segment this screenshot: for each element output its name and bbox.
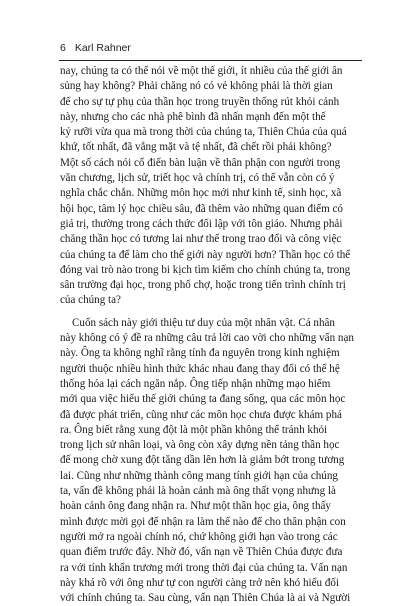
text-line: Cuốn sách này giới thiệu tư duy của một nhân vật. Cá nhân — [72, 316, 335, 329]
text-line: với chính chúng ta. Sau cùng, vấn nạn Thiên Chúa là ai và Người — [60, 592, 351, 605]
text-line: này không có ý đề ra những câu trả lời cao vời cho những vấn nạn — [60, 332, 354, 345]
text-line: người mở ra ngoài chính nó, chứ không giới hạn vào trong các — [60, 530, 338, 543]
text-line: của chúng ta để làm cho thế giới này người hơn? Thần học có thể — [60, 248, 351, 261]
text-line: sủng hay không? Phải chăng nó có vẻ không phải là thời gian — [60, 80, 333, 93]
text-line: hội học, tâm lý học chiều sâu, đã thêm vào những quan điểm có — [60, 202, 343, 215]
text-line: lai. Cũng như những thành công mang tính giới hạn của chúng — [60, 469, 338, 482]
page-number: 6 — [60, 42, 66, 54]
text-line: mình được mời gọi để nhận ra làm thế nào để cho thân phận con — [60, 515, 346, 528]
text-line: hoàn cảnh ông đang nhận ra. Như một thần học gia, ông thấy — [60, 500, 331, 513]
text-line: khứ, tốt nhất, đã vắng mặt và tệ nhất, đã chết rồi phải không? — [60, 141, 332, 154]
text-line: người thuộc nhiều hình thức khác nhau đang thay đổi có thể hệ — [60, 362, 340, 375]
text-line: ra. Ông biết rằng xung đột là một phần không thể tránh khỏi — [60, 423, 328, 436]
text-line: này khá rõ với ông như tự con người càng trở nên khó hiểu đối — [60, 576, 340, 589]
text-line: nay, chúng ta có thể nói về một thế giới, ít nhiều của thế giới ân — [60, 65, 343, 77]
text-line: Một số cách nói cổ điển bàn luận về thân phận con người trong — [60, 156, 341, 169]
text-line: này, nhưng cho các nhà phê bình đã nhấn mạnh đến một thế — [60, 110, 326, 123]
paragraph-gap — [60, 309, 362, 316]
text-line: trong lịch sử nhân loại, và ông còn xây dựng nền tảng thần học — [60, 439, 340, 452]
text-line: kỷ rưỡi vừa qua mà trong thời của chúng ta, Thiên Chúa của quá — [60, 126, 347, 139]
running-header — [60, 42, 131, 54]
text-line: để mong chờ xung đột tăng dần lên hơn là giảm bớt trong tương — [60, 454, 345, 467]
text-line: để cho sự tự phụ của thần học trong truyền thống rút khỏi cảnh — [60, 95, 340, 108]
text-line: ta, vấn đề không phải là hoàn cảnh mà ông thất vọng nhưng là — [60, 485, 336, 498]
text-line: đóng vai trò nào trong bi kịch tìm kiếm cho chính chúng ta, trong — [60, 263, 351, 276]
body-text — [60, 64, 362, 606]
text-line: văn chương, lịch sử, triết học và chính trị, có thể vẫn còn có ý — [60, 172, 335, 185]
text-line: thống hóa lại cách ngăn nắp. Ông tiếp nhận những mạo hiểm — [60, 377, 331, 390]
text-line: đã được phát triển, cũng như các môn học chưa được khám phá — [60, 408, 342, 421]
text-line: giá trị, thường trong cách thức đối lập với tôn giáo. Nhưng phải — [60, 217, 343, 230]
text-line: chăng thần học có tương lai như thế trong trao đổi và công việc — [60, 233, 342, 246]
text-line: của chúng ta? — [60, 294, 121, 307]
text-line: nghĩa chắc chắn. Những môn học mới như kinh tế, sinh học, xã — [60, 187, 342, 200]
running-header-author: Karl Rahner — [74, 42, 131, 54]
text-line: quan điểm trước đây. Nhờ đó, vấn nạn về Thiên Chúa được đưa — [60, 546, 343, 559]
header-rule — [59, 60, 362, 61]
text-line: mới qua việc hiểu thế giới chúng ta đang sống, qua các môn học — [60, 393, 346, 406]
paragraph-2 — [60, 316, 362, 606]
text-line: ra với tính khẩn trương mới trong thời đại của chúng ta. Vấn nạn — [60, 561, 348, 574]
text-line: này. Ông ta không nghĩ rằng tính đa nguyên trong kinh nghiệm — [60, 347, 340, 360]
paragraph-1 — [60, 64, 362, 309]
text-line: sân trường đại học, trong phố chợ, hoặc trong tiến trình chính trị — [60, 279, 346, 292]
